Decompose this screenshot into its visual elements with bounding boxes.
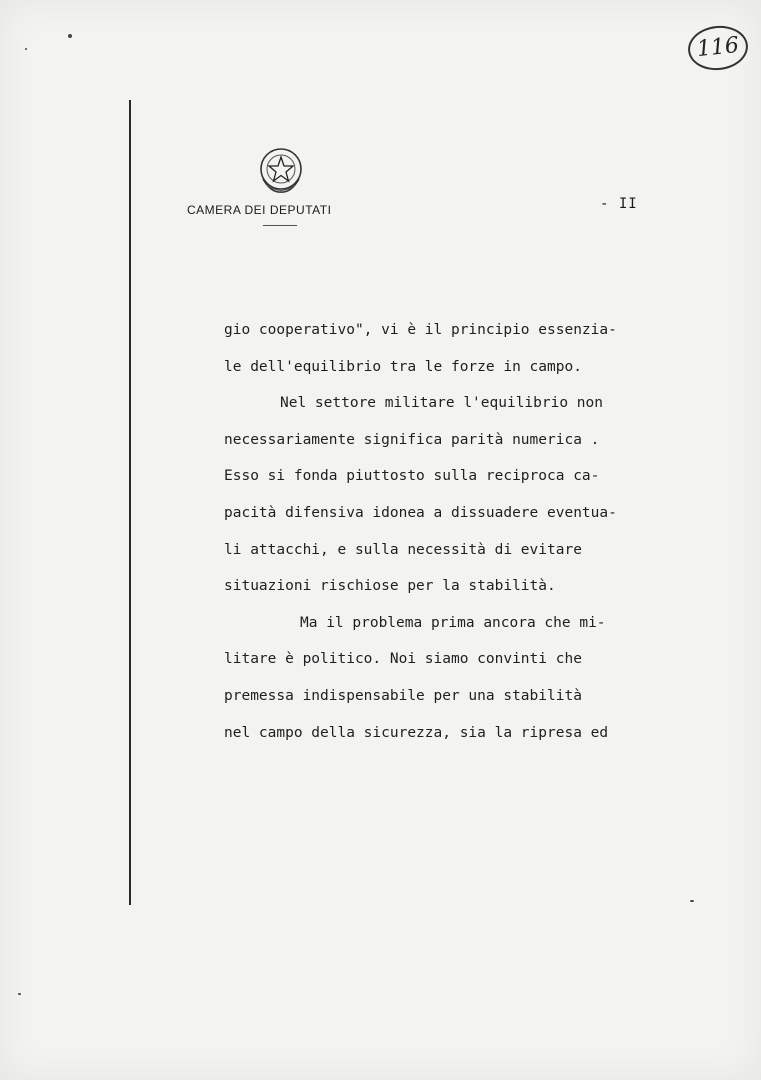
text-line: li attacchi, e sulla necessità di evitare [224,541,582,558]
header-divider [263,225,297,226]
text-line: premessa indispensabile per una stabilità [224,687,582,704]
text-line: Esso si fonda piuttosto sulla reciproca ca- [224,468,600,485]
typewritten-body [224,312,654,751]
section-marker: - II [600,196,638,212]
scan-speck [25,48,27,50]
text-line: pacità difensiva idonea a dissuadere eventua- [224,504,617,521]
text-line: Nel settore militare l'equilibrio non [280,395,604,412]
text-line: necessariamente significa parità numerica . [224,431,600,448]
text-line: situazioni rischiose per la stabilità. [224,578,556,595]
text-line: gio cooperativo", vi è il principio essenzia- [224,322,617,338]
text-line: le dell'equilibrio tra le forze in campo. [224,358,582,375]
scan-speck [690,900,694,902]
handwritten-page-number: 116 [686,23,750,73]
scan-speck [18,993,21,995]
scan-speck [68,34,72,38]
italian-republic-emblem-icon [255,145,307,197]
margin-rule [129,100,131,905]
institution-name: CAMERA DEI DEPUTATI [187,203,332,217]
text-line: nel campo della sicurezza, sia la ripresa ed [224,724,609,741]
text-line: Ma il problema prima ancora che mi- [300,614,606,631]
text-line: litare è politico. Noi siamo convinti che [224,651,582,668]
